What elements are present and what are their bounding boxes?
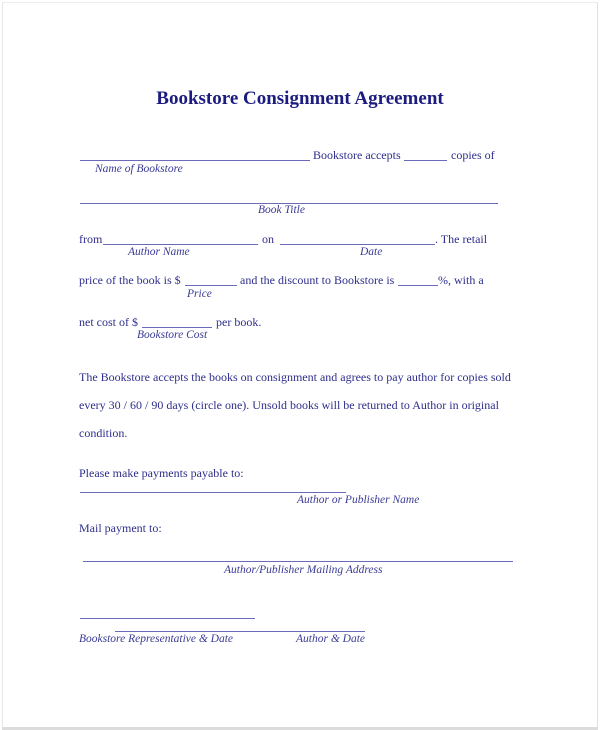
price-label: Price bbox=[187, 288, 212, 300]
copies-of-text: copies of bbox=[451, 148, 495, 162]
terms-line-3: condition. bbox=[79, 426, 128, 440]
terms-line-2: every 30 / 60 / 90 days (circle one). Unsold books will be returned to Author in original bbox=[79, 398, 499, 412]
date-label: Date bbox=[360, 246, 383, 258]
book-title-label: Book Title bbox=[258, 204, 305, 216]
author-name-blank[interactable] bbox=[103, 244, 258, 245]
author-name-label: Author Name bbox=[128, 246, 190, 258]
payee-name-label: Author or Publisher Name bbox=[297, 494, 420, 506]
discount-text: and the discount to Bookstore is bbox=[240, 273, 395, 287]
net-cost-text: net cost of $ bbox=[79, 315, 138, 329]
terms-line-1: The Bookstore accepts the books on consignment and agrees to pay author for copies sold bbox=[79, 370, 511, 384]
document-title: Bookstore Consignment Agreement bbox=[156, 88, 444, 109]
bookstore-cost-label: Bookstore Cost bbox=[137, 329, 208, 341]
discount-blank[interactable] bbox=[398, 285, 438, 286]
price-blank[interactable] bbox=[185, 285, 237, 286]
document-page bbox=[2, 2, 598, 730]
on-text: on bbox=[262, 232, 274, 246]
bookstore-cost-blank[interactable] bbox=[142, 327, 212, 328]
payable-heading: Please make payments payable to: bbox=[79, 466, 244, 480]
mailing-address-label: Author/Publisher Mailing Address bbox=[224, 564, 383, 576]
author-signature-line[interactable] bbox=[115, 631, 365, 632]
date-blank[interactable] bbox=[280, 244, 435, 245]
author-date-label: Author & Date bbox=[296, 633, 365, 645]
copies-count-blank[interactable] bbox=[404, 160, 447, 161]
mail-heading: Mail payment to: bbox=[79, 521, 162, 535]
per-book-text: per book. bbox=[216, 315, 262, 329]
percent-with-text: %, with a bbox=[438, 273, 484, 287]
from-text: from bbox=[79, 232, 103, 246]
bookstore-name-label: Name of Bookstore bbox=[95, 163, 183, 175]
retail-text: . The retail bbox=[435, 232, 488, 246]
bookstore-rep-label: Bookstore Representative & Date bbox=[79, 633, 234, 645]
payee-name-blank[interactable] bbox=[80, 492, 346, 493]
mailing-address-blank[interactable] bbox=[83, 561, 513, 562]
price-text: price of the book is $ bbox=[79, 273, 181, 287]
bookstore-accepts-text: Bookstore accepts bbox=[313, 148, 401, 162]
bookstore-name-blank[interactable] bbox=[80, 160, 310, 161]
bookstore-rep-signature-line[interactable] bbox=[80, 618, 255, 619]
